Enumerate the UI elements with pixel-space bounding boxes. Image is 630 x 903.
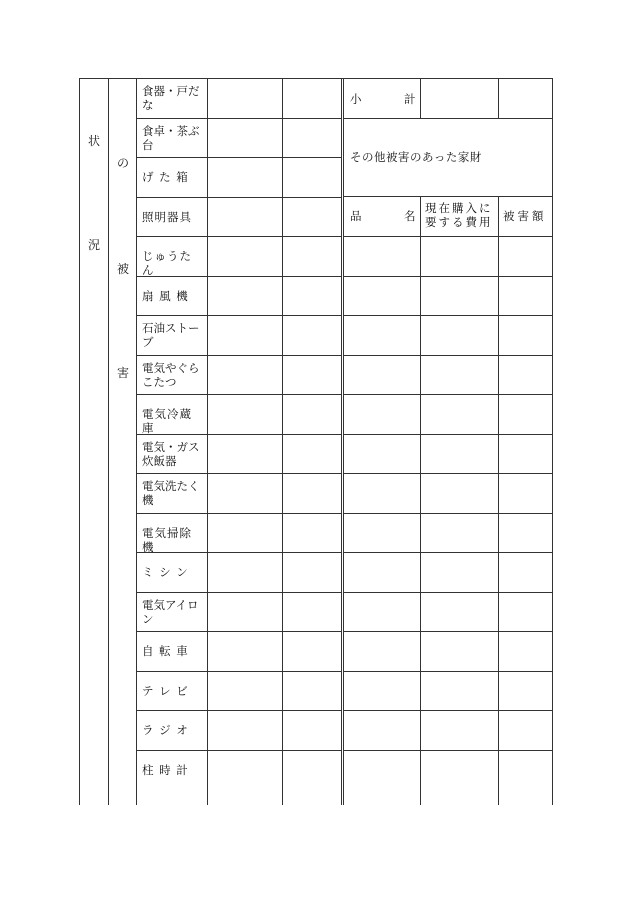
item-label: 電気洗たく機 [142,479,200,507]
other-damaged-header: その他被害のあった家財 [350,150,482,164]
item-row-line [136,671,342,672]
item-label: 電気アイロン [142,597,199,626]
item-label: 石油ストーブ [142,321,200,349]
center-double-line-1 [341,78,342,805]
right-col-divider-1a [420,78,421,118]
column-name-label-a: 品 [350,209,362,223]
right-row-line [343,592,553,593]
item-label: 電気掃除機 [142,525,192,554]
item-label: げ た 箱 [142,170,189,184]
item-label: 扇 風 機 [142,288,189,303]
item-row-line [136,315,342,316]
item-label: テ レ ビ [142,683,189,698]
right-row-line [343,434,553,435]
subtotal-label-b: 計 [404,92,416,106]
right-row-line [343,631,553,632]
side-label-hi: 被 [116,262,129,276]
value-col-divider [282,78,283,805]
item-row-line [136,631,342,632]
items-col-divider [207,78,208,805]
item-row-line [136,513,342,514]
side-col-divider [108,78,109,805]
right-row-line [343,236,553,237]
right-row-line [343,315,553,316]
item-label: ラ ジ オ [142,723,189,737]
item-row-line [136,197,342,198]
top-border [79,78,553,79]
item-row-line [136,157,342,158]
right-row-line [343,355,553,356]
item-row-line [136,236,342,237]
item-row-line [136,592,342,593]
right-row-line [343,671,553,672]
center-double-line-2 [343,78,344,805]
item-row-line [136,394,342,395]
item-label: 柱 時 計 [142,762,189,777]
right-row-line [343,513,553,514]
item-label: 電気冷蔵庫 [142,407,192,435]
item-label: 自 転 車 [142,644,189,658]
right-row-line [343,196,553,197]
column-name-label-b: 名 [404,209,416,223]
item-label: 電気やぐらこたつ [142,360,200,389]
outer-left-border [79,78,80,805]
item-label: 電気・ガス炊飯器 [142,439,200,468]
item-label: ミ シ ン [142,565,189,579]
item-label: 照明器具 [142,209,192,224]
side-label-kyou: 況 [87,238,100,252]
right-row-line [343,710,553,711]
right-col-divider-2a [498,78,499,118]
right-col-divider-2b [498,196,499,805]
item-row-line [136,710,342,711]
item-row-line [136,473,342,474]
column-damage-label: 被害額 [503,209,547,223]
right-row-line [343,750,553,751]
item-label: 食器・戸だな [142,84,200,112]
side-label-gai: 害 [116,366,129,380]
right-row-line [343,118,553,119]
subtotal-label-a: 小 [350,92,362,106]
item-row-line [136,355,342,356]
items-left-border [136,78,137,805]
item-row-line [136,118,342,119]
right-col-divider-1b [420,196,421,805]
right-row-line [343,394,553,395]
column-cost-label: 現在購入に要する費用 [425,201,493,229]
right-row-line [343,473,553,474]
side-label-no: の [116,156,129,170]
side-label-jou: 状 [87,134,100,148]
item-row-line [136,750,342,751]
item-label: じゅうたん [142,249,192,277]
right-row-line [343,552,553,553]
item-label: 食卓・茶ぶ台 [142,123,200,152]
outer-right-border [552,78,553,805]
right-row-line [343,276,553,277]
